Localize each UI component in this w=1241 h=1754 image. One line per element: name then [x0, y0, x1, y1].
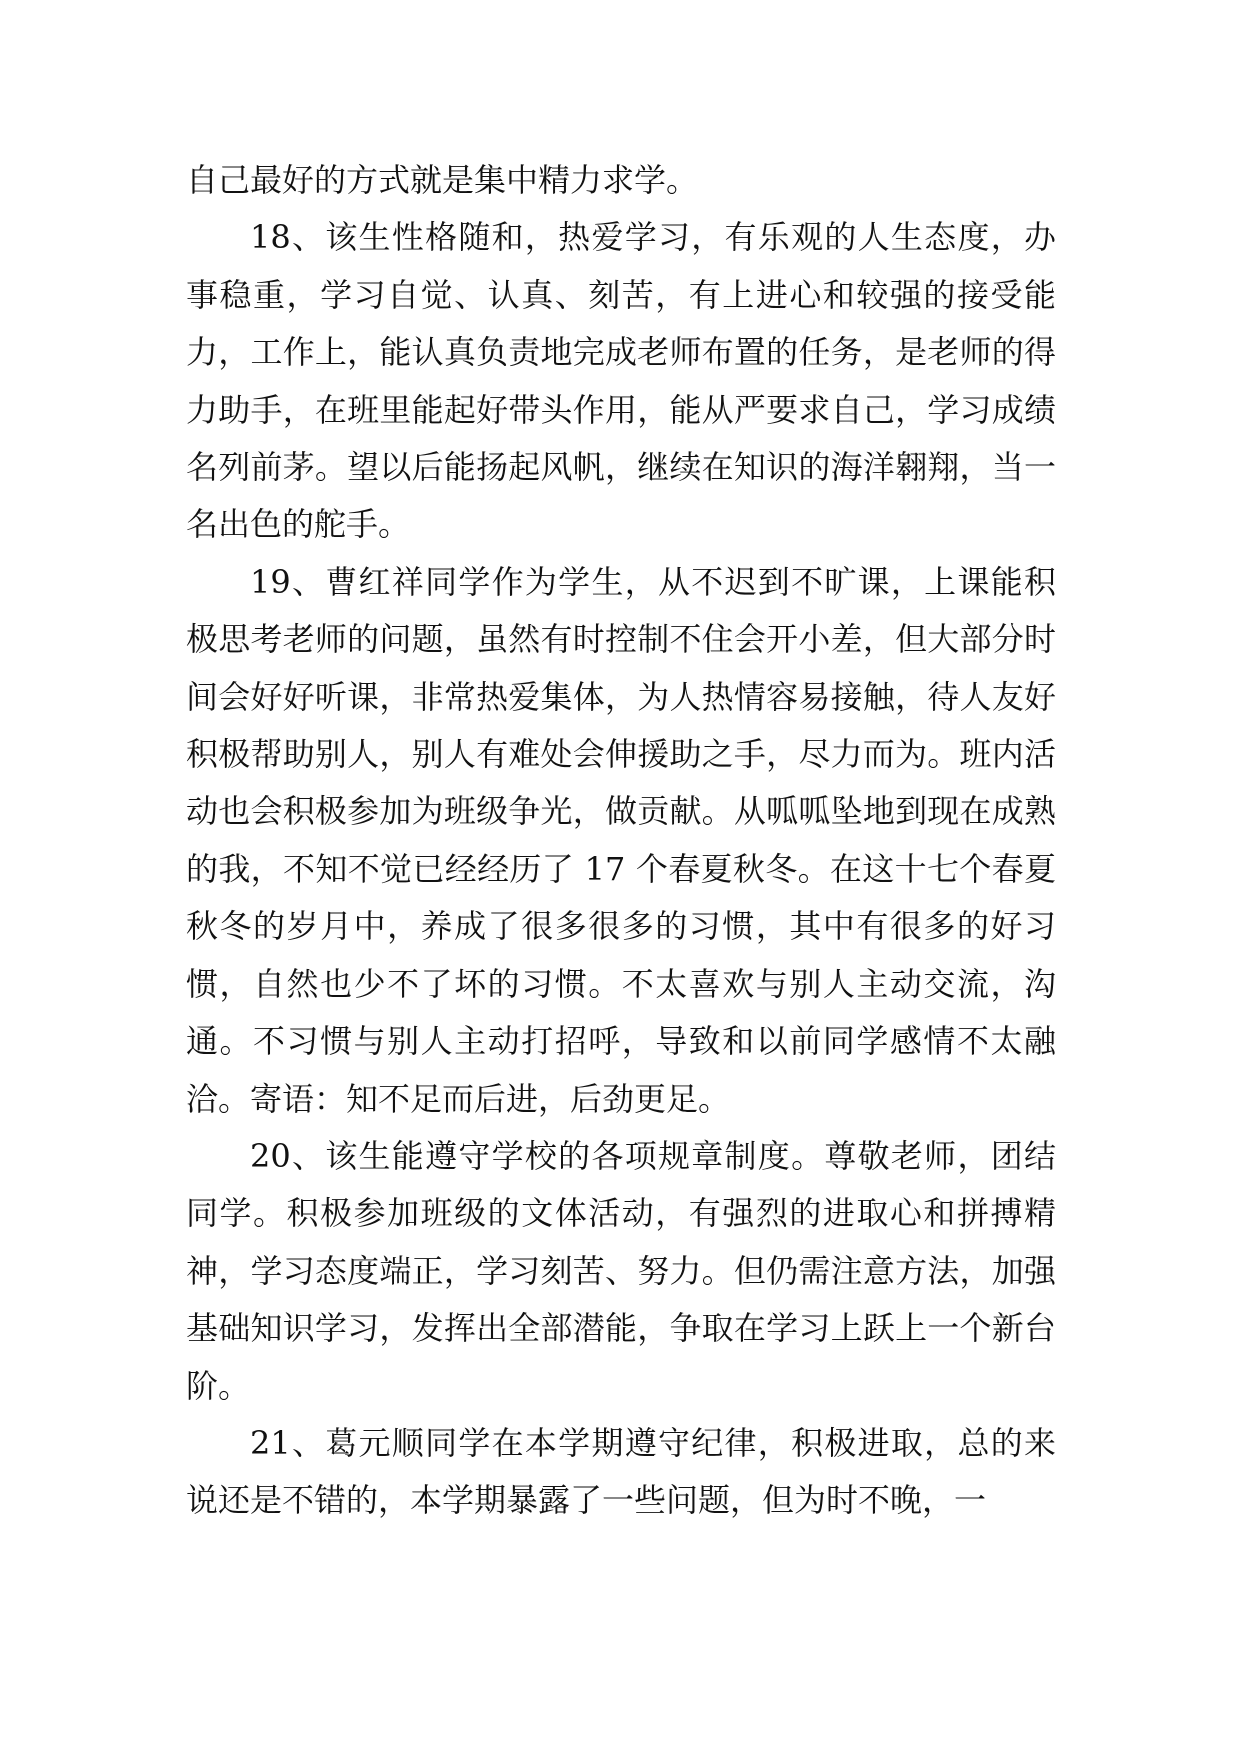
paragraph-item-19: 19、曹红祥同学作为学生，从不迟到不旷课，上课能积极思考老师的问题，虽然有时控制不住会开小差，但大部分时间会好好听课，非常热爱集体，为人热情容易接触，待人友好积极帮助别人，别人有难处会伸援助之手，尽力而为。班内活动也会积极参加为班级争光，做贡献。从呱呱坠地到现在成熟的我，不知不觉已经经历了 17 个春夏秋冬。在这十七个春夏秋冬的岁月中，养成了很多很多的习惯，其中有很多的好习惯，自然也少不了坏的习惯。不太喜欢与别人主动交流，沟通。不习惯与别人主动打招呼，导致和以前同学感情不太融洽。寄语：知不足而后进，后劲更足。 [186, 562, 1056, 1118]
paragraph-item-20: 20、该生能遵守学校的各项规章制度。尊敬老师，团结同学。积极参加班级的文体活动，有强烈的进取心和拼搏精神，学习态度端正，学习刻苦、努力。但仍需注意方法，加强基础知识学习，发挥出全部潜能，争取在学习上跃上一个新台阶。 [186, 1136, 1056, 1405]
paragraph-continuation: 自己最好的方式就是集中精力求学。 [186, 161, 699, 199]
paragraph-item-21: 21、葛元顺同学在本学期遵守纪律，积极进取，总的来说还是不错的，本学期暴露了一些问题，但为时不晚，一 [186, 1423, 1056, 1520]
paragraph-item-18: 18、该生性格随和，热爱学习，有乐观的人生态度，办事稳重，学习自觉、认真、刻苦，有上进心和较强的接受能力，工作上，能认真负责地完成老师布置的任务，是老师的得力助手，在班里能起好带头作用，能从严要求自己，学习成绩名列前茅。望以后能扬起风帆，继续在知识的海洋翱翔，当一名出色的舵手。 [186, 218, 1056, 544]
document-body [186, 152, 1056, 1530]
